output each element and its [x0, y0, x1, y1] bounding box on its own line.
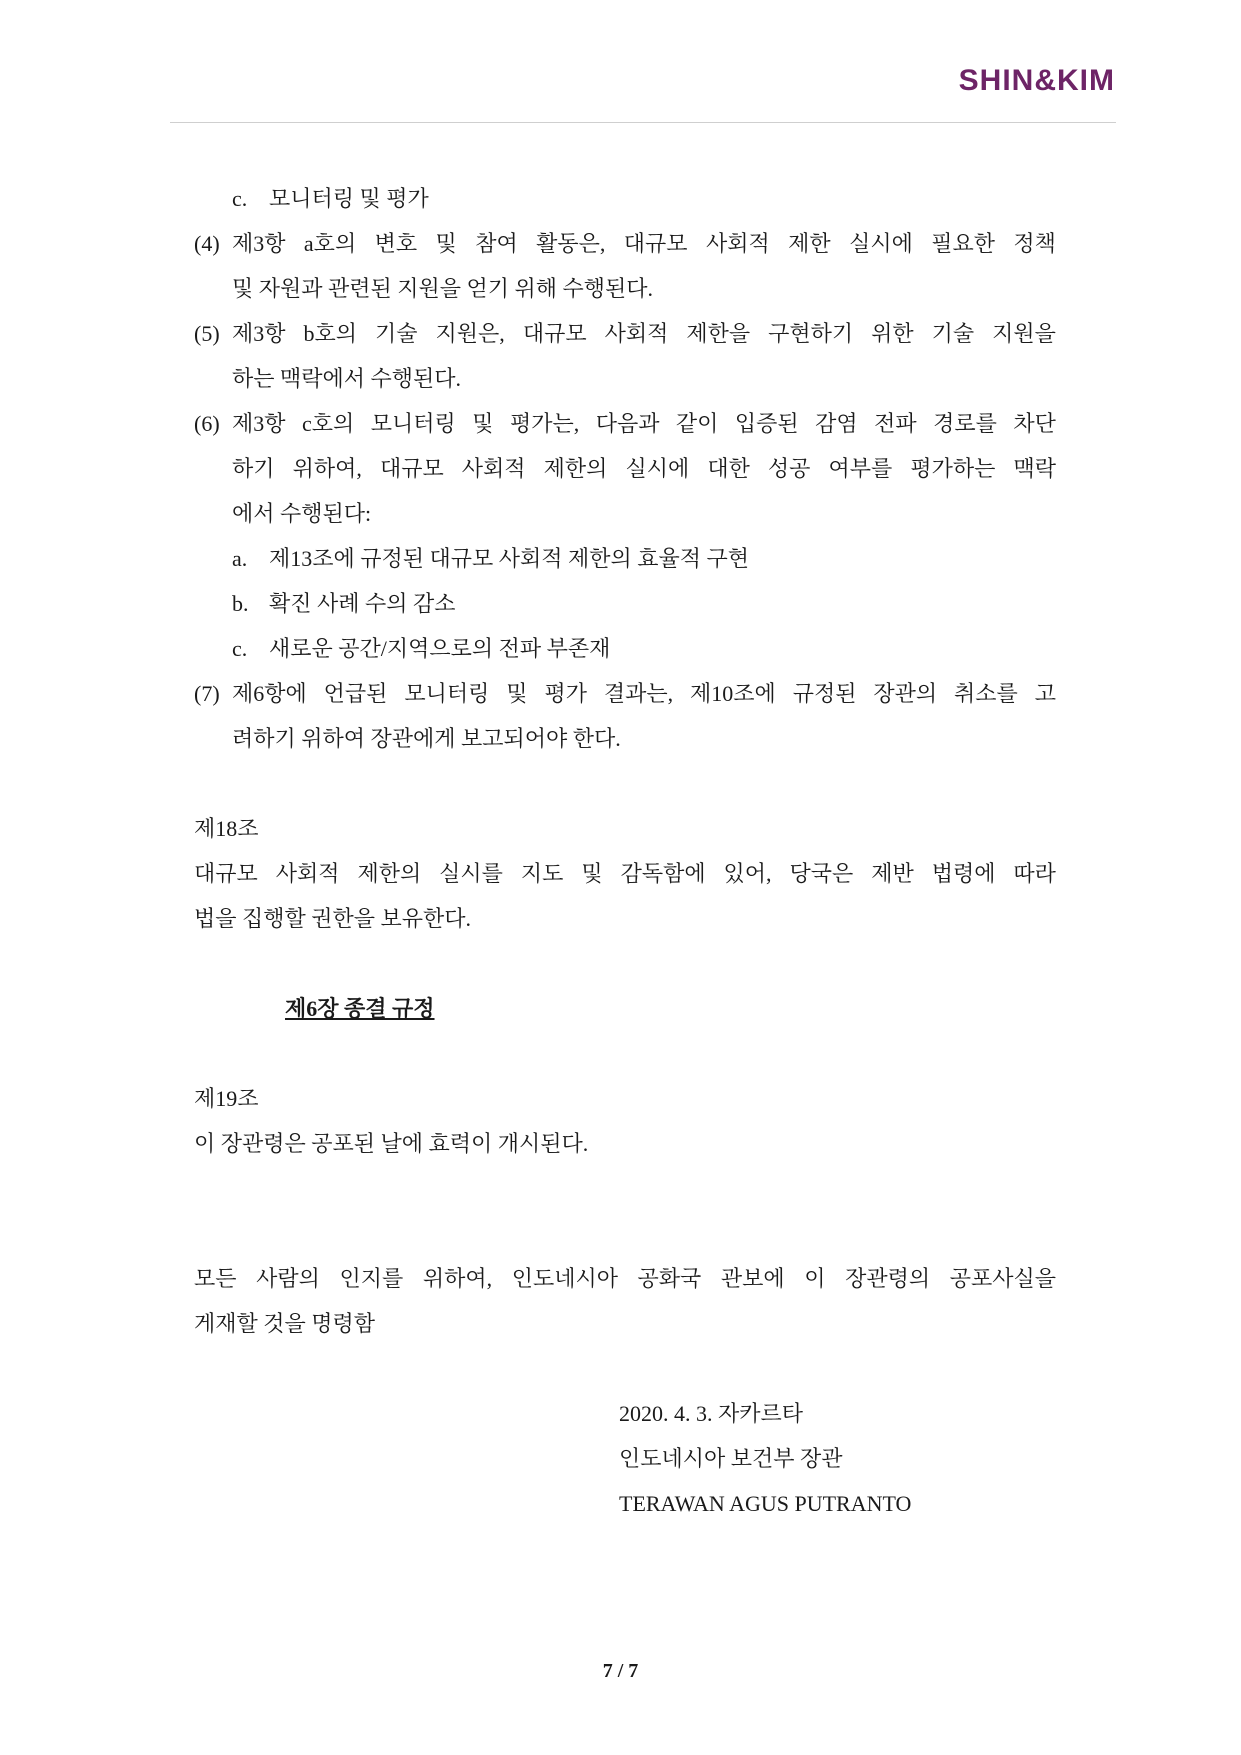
list-text: 새로운 공간/지역으로의 전파 부존재 — [269, 636, 611, 661]
list-label: c. — [232, 636, 248, 661]
paragraph-line: 및 자원과 관련된 지원을 얻기 위해 수행된다. — [232, 276, 654, 301]
paragraph-line: 려하기 위하여 장관에게 보고되어야 한다. — [232, 726, 621, 751]
closing-line: 모든 사람의 인지를 위하여, 인도네시아 공화국 관보에 이 장관령의 공포사실을 — [194, 1266, 1056, 1291]
list-text: 제13조에 규정된 대규모 사회적 제한의 효율적 구현 — [269, 546, 750, 571]
paragraph-line: 하는 맥락에서 수행된다. — [232, 366, 462, 391]
signature-title: 인도네시아 보건부 장관 — [619, 1446, 843, 1471]
list-label: a. — [232, 546, 248, 571]
paragraph-line: 대규모 사회적 제한의 실시를 지도 및 감독함에 있어, 당국은 제반 법령에 따라 — [194, 861, 1056, 886]
paragraph-line: 법을 집행할 권한을 보유한다. — [194, 906, 472, 931]
article-18-title: 제18조 — [194, 816, 259, 841]
paragraph-line: 제3항 a호의 변호 및 참여 활동은, 대규모 사회적 제한 실시에 필요한 정책 — [232, 231, 1056, 256]
signature-name: TERAWAN AGUS PUTRANTO — [619, 1491, 912, 1516]
paragraph-line: 제6항에 언급된 모니터링 및 평가 결과는, 제10조에 규정된 장관의 취소를 고 — [232, 681, 1056, 706]
list-item-a — [194, 536, 1056, 581]
paragraph-line: 하기 위하여, 대규모 사회적 제한의 실시에 대한 성공 여부를 평가하는 맥락 — [232, 456, 1056, 481]
list-item-c — [194, 626, 1056, 671]
paragraph-line: 제3항 b호의 기술 지원은, 대규모 사회적 제한을 구현하기 위한 기술 지원을 — [232, 321, 1056, 346]
page-number: 7 / 7 — [602, 1660, 639, 1682]
list-item-c — [194, 176, 1056, 221]
closing-line: 게재할 것을 명령함 — [194, 1311, 376, 1336]
shin-kim-logo: SHIN&KIM — [958, 64, 1115, 97]
list-label: b. — [232, 591, 249, 616]
paragraph-number: (5) — [194, 321, 220, 346]
list-text: 확진 사례 수의 감소 — [269, 591, 456, 616]
paragraph-number: (7) — [194, 681, 220, 706]
paragraph-4 — [194, 221, 1056, 266]
signature-block — [619, 1391, 911, 1526]
paragraph-number: (4) — [194, 231, 220, 256]
document-body — [194, 176, 1056, 1346]
paragraph-line: 에서 수행된다: — [232, 501, 372, 526]
paragraph-number: (6) — [194, 411, 220, 436]
paragraph-6 — [194, 401, 1056, 446]
list-label: c. — [232, 186, 248, 211]
list-text: 모니터링 및 평가 — [269, 186, 429, 211]
list-item-b — [194, 581, 1056, 626]
paragraph-line: 제3항 c호의 모니터링 및 평가는, 다음과 같이 입증된 감염 전파 경로를 차단 — [232, 411, 1056, 436]
article-19-title: 제19조 — [194, 1086, 259, 1111]
chapter-6-heading: 제6장 종결 규정 — [285, 996, 435, 1021]
paragraph-5 — [194, 311, 1056, 356]
paragraph-line: 이 장관령은 공포된 날에 효력이 개시된다. — [194, 1131, 589, 1156]
signature-date-place: 2020. 4. 3. 자카르타 — [619, 1401, 804, 1426]
paragraph-7 — [194, 671, 1056, 716]
header-divider — [170, 122, 1116, 123]
